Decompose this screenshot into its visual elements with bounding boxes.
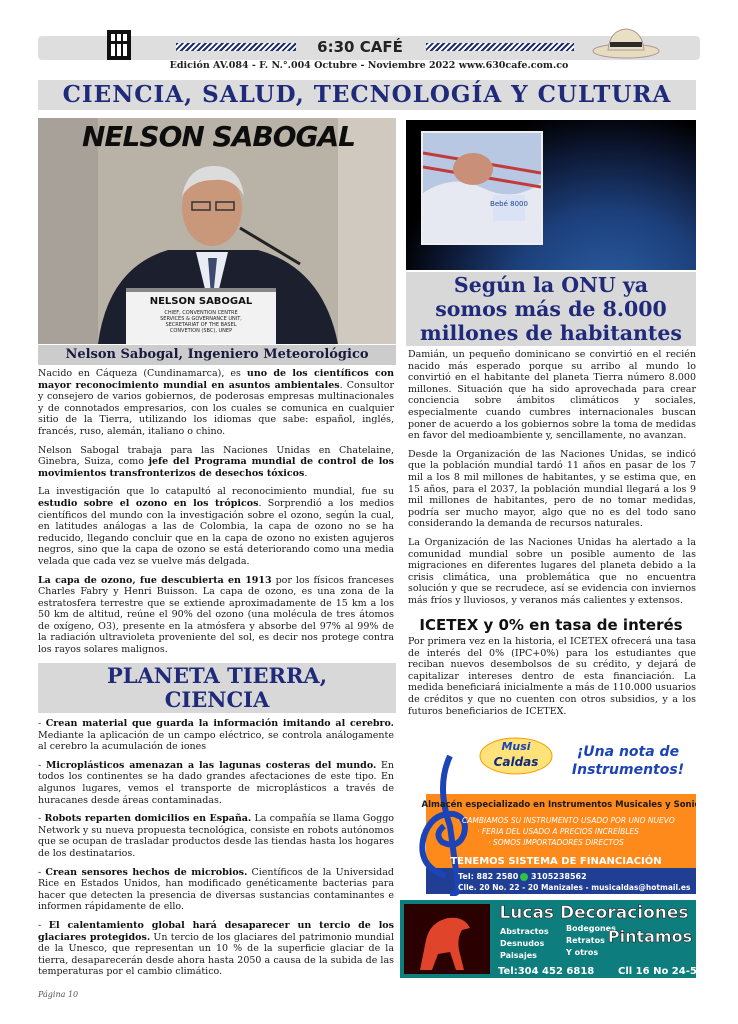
musicaldas-whatsapp: 3105238562 — [531, 872, 587, 881]
baby-photo — [421, 131, 543, 245]
hat-icon — [590, 24, 660, 60]
nelson-article — [38, 368, 394, 663]
onu-paragraph: La Organización de las Naciones Unidas ha alertado a la comunidad mundial sobre un posible aumento de las migraciones en diferentes lugares del planeta debido a la crisis climática, una problemática que no encuentra solución y que se recrudece, así se evidencia con inviernos más fríos y lluviosos, y veranos más calientes y extensos. — [408, 536, 696, 606]
nelson-paragraph: La capa de ozono, fue descubierta en 1913 por los físicos franceses Charles Fabry y Henri Buisson. La capa de ozono, es una zona de la estratosfera terrestre que se extiende aproximadamente de 15 km a los 50 km de altitud, reúne el 90% del ozono (una molécula de tres átomos de oxígeno, O3), presente en la atmósfera y absorbe del 97% al 99% de la radiación ultravioleta proveniente del sol, es decir nos protege contra los rayos solares malignos. — [38, 574, 395, 656]
musicaldas-financing: TENEMOS SISTEMA DE FINANCIACIÓN — [450, 856, 662, 867]
placard-line: CHIEF, CONVENTION CENTRE — [164, 310, 238, 316]
list-item: - El calentamiento global hará desaparecer un tercio de los glaciares protegidos. Un tercio de los glaciares del patrimonio mundial de la Unesco, que representan un 10 % de la superficie glaciar de la tierra, desaparecerán desde ahora hasta 2050 a causa de la subida de las temperaturas por el cambio climático. — [38, 919, 394, 978]
musicaldas-bullet: · SOMOS IMPORTADORES DIRECTOS — [488, 838, 624, 847]
musicaldas-slogan: ¡Una nota de — [576, 744, 680, 760]
onu-paragraph: Damián, un pequeño dominicano se convirtió en el recién nacido más esperado porque su arribo al mundo lo convirtió en el habitante del planeta Tierra número 8.000 millones. Situación que ha sido aprovechada para crear conciencia sobre ámbitos climáticos y sociales, especialmente cuando cumbres internacionales buscan poner de acuerdo a los gobiernos sobre la toma de medidas en favor del medioambiente y, sencillamente, no avanzan. — [408, 349, 696, 442]
placard-line: SERVICES & GOVERNANCE UNIT, — [160, 316, 242, 322]
header-stripe-left — [176, 43, 296, 51]
list-item: - Crean material que guarda la información imitando al cerebro. Mediante la aplicación de un campo eléctrico, se controla análogamente al cerebro la acumulación de iones — [38, 718, 394, 753]
list-item: - Microplásticos amenazan a las lagunas costeras del mundo. En todos los continentes se ha dado grandes afectaciones de este tipo. En algunos lugares, vemos el transporte de microplásticos a través de huracanes desde áreas contaminadas. — [38, 759, 394, 806]
baby-tag: Bebé 8000 — [490, 200, 528, 208]
musicaldas-bullet: · FERIA DEL USADO A PRECIOS INCREÍBLES — [477, 827, 639, 836]
planeta-title: PLANETA TIERRA, CIENCIA — [38, 663, 396, 713]
nelson-paragraph: Nelson Sabogal trabaja para las Naciones Unidas en Chatelaine, Ginebra, Suiza, como jefe del Programa mundial de control de los movimientos transfronterizos de desechos tóxicos. — [38, 444, 394, 479]
musicaldas-ad[interactable] — [406, 726, 696, 896]
section-title: CIENCIA, SALUD, TECNOLOGÍA Y CULTURA — [38, 80, 696, 110]
placard-line: CONVETION (SBC), UNEP — [169, 328, 233, 334]
onu-paragraph: Desde la Organización de las Naciones Unidas, se indicó que la población mundial tardó 11 años en pasar de los 7 mil a los 8 mil millones de habitantes, y se estima que, en 15 años, para el 2037, la población mundial llegará a los 9 mil millones de habitantes, pero de no tomar medidas, podría ser mucho mayor, algo que no es del todo sano considerando la demanda de recursos naturales. — [408, 448, 696, 530]
lucas-service: Y otros — [566, 948, 599, 957]
musicaldas-slogan: Instrumentos! — [571, 762, 685, 778]
musicaldas-logo-bottom: Caldas — [493, 755, 539, 769]
whatsapp-icon — [520, 873, 528, 881]
nelson-paragraph: La investigación que lo catapultó al reconocimiento mundial, fue su estudio sobre el ozono en los trópicos. Sorprendió a los medios científicos del mundo con la investigación sobre el ozono, según la cual, en latitudes análogas a las de Colombia, la capa de ozono no se ha reducido, llegando concluir que en la capa de ozono no existen agujeros negros, sino que la capa de ozono se está deteriorando como una media velada que cada vez se vuelve más delgada. — [38, 486, 394, 567]
lucas-service: Retratos — [566, 936, 605, 945]
list-item: - Crean sensores hechos de microbios. Científicos de la Universidad Rice en Estados Unidos, han modificado genéticamente bacterias para hacer que detecten la presencia de diversas sustancias contaminantes e informen rápidamente de ello. — [38, 866, 394, 913]
lucas-decoraciones-ad[interactable] — [400, 900, 696, 978]
brand-name: 6:30 CAFÉ — [317, 38, 403, 56]
musicaldas-tel: Tel: 882 2580 — [458, 872, 519, 881]
nelson-title: NELSON SABOGAL — [82, 120, 356, 153]
lucas-pintamos: Pintamos — [607, 927, 693, 946]
page-number: Página 10 — [38, 990, 79, 999]
lucas-address: Cll 16 No 24-56 — [618, 966, 696, 977]
lucas-service: Paisajes — [500, 951, 537, 960]
edition-line: Edición AV.084 - F. N.°.004 Octubre - Noviembre 2022 www.630cafe.com.co — [169, 60, 569, 71]
musicaldas-bullet: · CAMBIAMOS SU INSTRUMENTO USADO POR UNO NUEVO — [457, 816, 675, 825]
musicaldas-logo-top: Musi — [501, 740, 531, 753]
icetex-paragraph: Por primera vez en la historia, el ICETEX ofrecerá una tasa de interés del 0% (IPC+0%) para los estudiantes que reciban nuevos desembolsos de su crédito, y dejará de capitalizar intereses dentro de esta financiación. La medida beneficiará inicialmente a más de 110.000 usuarios de créditos y que no cuenten con otros subsidios, y a los futuros beneficiarios de ICETEX. — [408, 636, 696, 717]
placard-name: NELSON SABOGAL — [149, 296, 253, 307]
musicaldas-tagline: Almacén especializado en Instrumentos Musicales y Sonido — [421, 800, 696, 810]
lucas-service: Abstractos — [500, 927, 549, 936]
icetex-title: ICETEX y 0% en tasa de interés — [419, 616, 683, 634]
lucas-service: Bodegones — [566, 924, 616, 933]
list-item: - Robots reparten domicilios en España. La compañía se llama Goggo Network y su nueva propuesta tecnológica, consiste en robots autónomos que se ocupan de trasladar productos desde las tiendas hasta los hogares de los destinatarios. — [38, 813, 394, 859]
planeta-list — [38, 718, 394, 985]
icetex-article — [408, 636, 696, 724]
lucas-name: Lucas Decoraciones — [499, 903, 689, 923]
lucas-service: Desnudos — [500, 939, 545, 948]
coffee-emblem-logo — [104, 28, 134, 62]
nelson-paragraph: Nacido en Cáqueza (Cundinamarca), es uno de los científicos con mayor reconocimiento mundial en asuntos ambientales. Consultor y consejero de varios gobiernos, de poderosas empresas multinacionales y de connotados empresarios, con los cuales se comunica en cualquier sitio de la Tierra, utilizando los idiomas que sabe: español, inglés, francés, ruso, alemán, italiano o chino. — [38, 368, 395, 437]
onu-title: Según la ONU ya somos más de 8.000 millones de habitantes — [406, 272, 696, 346]
header-stripe-right — [426, 43, 574, 51]
lucas-tel: Tel:304 452 6818 — [498, 966, 595, 977]
onu-article — [408, 349, 696, 613]
musicaldas-address: Clle. 20 No. 22 - 20 Manizales - musicaldas@hotmail.es — [458, 883, 691, 892]
nelson-caption: Nelson Sabogal, Ingeniero Meteorológico — [38, 345, 396, 365]
placard-line: SECRETARIAT OF THE BASEL — [165, 322, 237, 328]
